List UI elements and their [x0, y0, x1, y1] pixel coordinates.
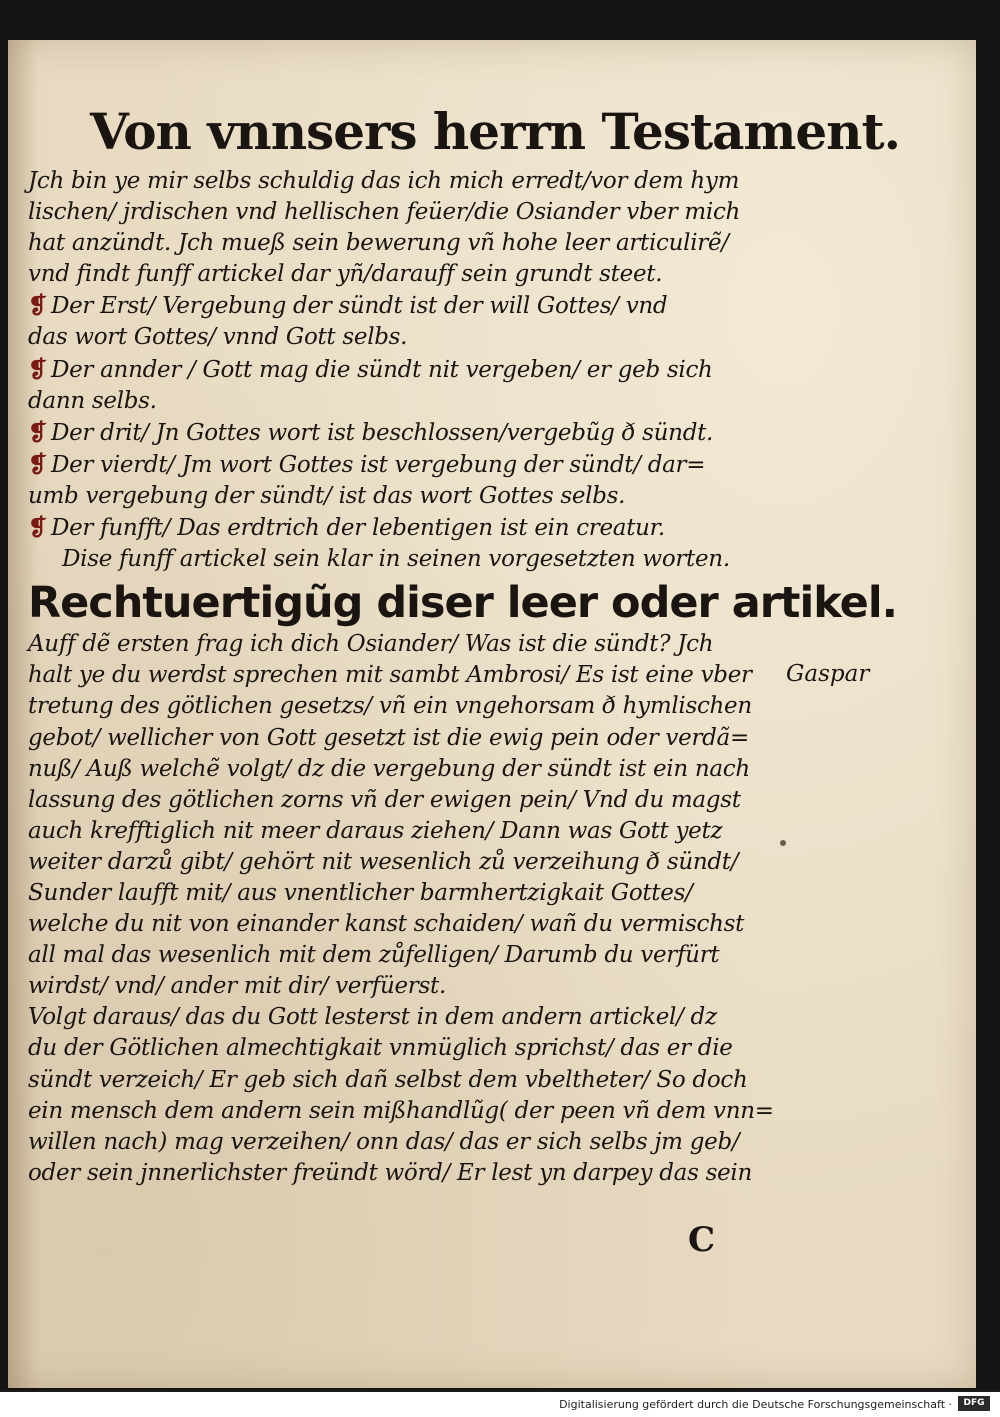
text-line: willen nach) mag verzeihen/ onn das/ das er sich selbs jm geb/ — [28, 1128, 740, 1155]
text-line: auch krefftiglich nit meer daraus ziehen/ Dann was Gott yetz — [28, 817, 723, 844]
text-line: lassung des götlichen zorns vñ der ewigen pein/ Vnd du magst — [28, 786, 741, 813]
paragraph-mark-icon: ❡ — [28, 292, 47, 320]
text-line: gebot/ wellicher von Gott gesetzt ist die ewig pein oder verdã= — [28, 724, 749, 751]
article-continuation: das wort Gottes/ vnnd Gott selbs. — [28, 324, 408, 351]
signature-mark: C — [688, 1220, 716, 1260]
text-line: Volgt daraus/ das du Gott lesterst in dem andern artickel/ dz — [28, 1004, 717, 1031]
articles-list — [28, 290, 828, 575]
section-title: Rechtuertigũg diser leer oder artikel. — [28, 578, 897, 629]
text-line: Sunder laufft mit/ aus vnentlicher barmhertzigkait Gottes/ — [28, 879, 693, 906]
footer-bar — [0, 1392, 1000, 1417]
article-second-line: ❡ Der annder / Gott mag die sündt nit vergeben/ er geb sich — [28, 355, 713, 383]
section-body — [28, 629, 828, 1189]
article-continuation: umb vergebung der sündt/ ist das wort Gottes selbs. — [28, 482, 626, 509]
ink-spot — [780, 840, 786, 846]
paragraph-mark-icon: ❡ — [28, 355, 47, 383]
paragraph-mark-icon: ❡ — [28, 450, 47, 478]
article-fourth-line: ❡ Der vierdt/ Jm wort Gottes ist vergebung der sündt/ dar= — [28, 450, 706, 478]
text-line: tretung des götlichen gesetzs/ vñ ein vngehorsam ð hymlischen — [28, 693, 752, 720]
text-line: Jch bin ye mir selbs schuldig das ich mich erredt/vor dem hym — [28, 168, 740, 194]
text-line: wirdst/ vnd/ ander mit dir/ verfüerst. — [28, 973, 446, 1000]
text-line: nuß/ Auß welchẽ volgt/ dz die vergebung der sündt ist ein nach — [28, 755, 750, 782]
article-third-line: ❡ Der drit/ Jn Gottes wort ist beschlossen/vergebũg ð sündt. — [28, 418, 714, 446]
text-line: halt ye du werdst sprechen mit sambt Ambrosi/ Es ist eine vber — [28, 662, 752, 689]
text-line: sündt verzeich/ Er geb sich dañ selbst dem vbeltheter/ So doch — [28, 1066, 748, 1093]
article-fifth-line: ❡ Der funfft/ Das erdtrich der lebentigen ist ein creatur. — [28, 514, 665, 542]
text-line: weiter darzů gibt/ gehört nit wesenlich zů verzeihung ð sündt/ — [28, 848, 739, 875]
article-first-line: ❡ Der Erst/ Vergebung der sündt ist der will Gottes/ vnd — [28, 292, 668, 320]
page-headline: Von vnnsers herrn Testament. — [90, 102, 901, 161]
closing-line: Dise funff artickel sein klar in seinen vorgesetzten worten. — [62, 546, 730, 573]
book-page — [8, 40, 976, 1388]
text-line: all mal das wesenlich mit dem zůfelligen/ Darumb du verfürt — [28, 942, 720, 969]
paragraph-mark-icon: ❡ — [28, 418, 47, 446]
article-continuation: dann selbs. — [28, 387, 157, 414]
text-line: Auff dẽ ersten frag ich dich Osiander/ Was ist die sündt? Jch — [28, 631, 714, 658]
text-line: ein mensch dem andern sein mißhandlũg( der peen vñ dem vnn= — [28, 1097, 774, 1124]
intro-paragraph — [28, 166, 828, 290]
text-line: du der Götlichen almechtigkait vnmüglich sprichst/ das er die — [28, 1035, 733, 1062]
paragraph-mark-icon: ❡ — [28, 514, 47, 542]
footer-credit: Digitalisierung gefördert durch die Deutsche Forschungsgemeinschaft · — [559, 1398, 952, 1411]
text-line: welche du nit von einander kanst schaiden/ wañ du vermischst — [28, 911, 745, 938]
text-line: hat anzündt. Jch mueß sein bewerung vñ hohe leer articulirẽ/ — [28, 230, 729, 257]
text-line: oder sein jnnerlichster freündt wörd/ Er lest yn darpey das sein — [28, 1159, 752, 1186]
dfg-logo-icon[interactable]: DFG — [958, 1396, 990, 1411]
text-line: lischen/ jrdischen vnd hellischen feüer/die Osiander vber mich — [28, 199, 741, 226]
margin-note: Gaspar — [786, 661, 870, 687]
text-line: vnd findt funff artickel dar yñ/darauff sein grundt steet. — [28, 261, 663, 288]
page-text — [28, 98, 901, 1189]
